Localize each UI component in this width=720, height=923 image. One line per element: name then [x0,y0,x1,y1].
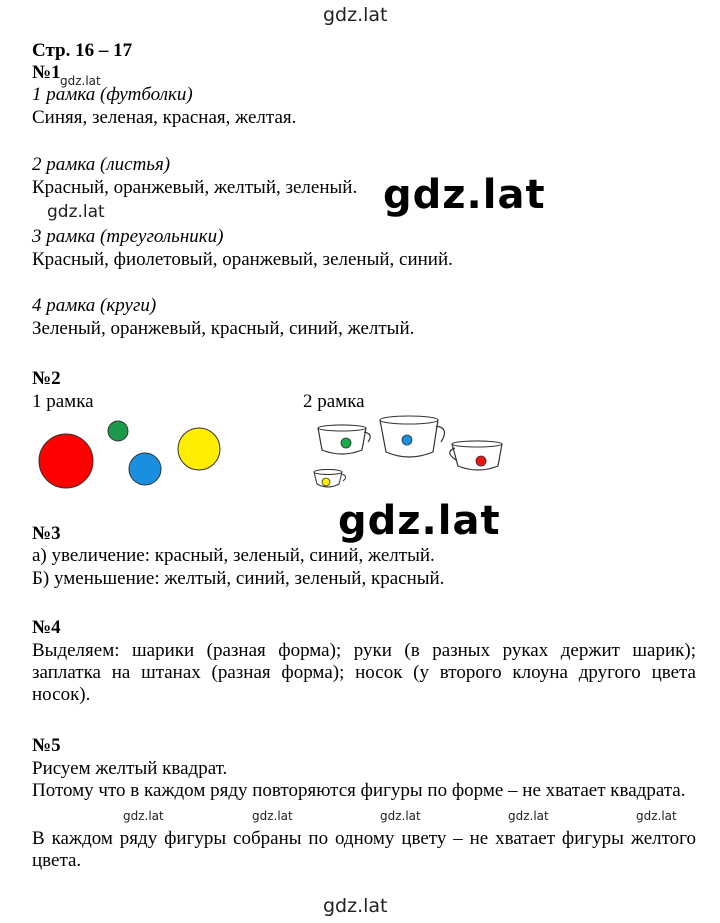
task3-line-b: Б) уменьшение: желтый, синий, зеленый, красный. [32,568,445,589]
task4-text: Выделяем: шарики (разная форма); руки (в разных руках держит шарик); заплатка на штанах (разная форма); носок (у второго клоуна другого цвета носок). [32,640,696,705]
watermark-large: gdz.lat [383,172,546,218]
task5-number: №5 [32,735,61,756]
cup-icon [450,441,502,470]
watermark-small: gdz.lat [252,809,293,823]
frame2-label: 2 рамка [303,391,365,412]
frame-label: 4 рамка (круги) [32,295,157,316]
yellow-circle [178,428,220,470]
frame-answer: Синяя, зеленая, красная, желтая. [32,107,297,128]
task5-para3: В каждом ряду фигуры собраны по одному цвету – не хватает фигуры желтого цвета. [32,828,696,871]
task3-number: №3 [32,523,61,544]
page-title: Стр. 16 – 17 [32,40,133,61]
watermark-small: gdz.lat [123,809,164,823]
watermark-top: gdz.lat [323,4,388,26]
watermark-small: gdz.lat [508,809,549,823]
circles-figure [30,415,230,495]
cups-figure [314,412,524,497]
cup-dot [402,435,412,445]
red-circle [39,434,93,488]
watermark-large: gdz.lat [338,498,501,544]
green-circle [108,421,128,441]
watermark-bottom: gdz.lat [323,895,388,917]
frame-label: 1 рамка (футболки) [32,84,193,105]
cup-icon [314,470,346,488]
frame-answer: Зеленый, оранжевый, красный, синий, желтый. [32,318,415,339]
watermark-small: gdz.lat [636,809,677,823]
task4-number: №4 [32,617,61,638]
cup-dot [476,456,486,466]
watermark-small: gdz.lat [60,74,101,88]
task3-line-a: а) увеличение: красный, зеленый, синий, желтый. [32,545,435,566]
watermark-small: gdz.lat [380,809,421,823]
cup-dot [341,438,351,448]
task5-para2: Потому что в каждом ряду повторяются фигуры по форме – не хватает квадрата. [32,780,686,801]
task2-number: №2 [32,368,61,389]
frame-label: 3 рамка (треугольники) [32,226,224,247]
cup-icon [318,425,370,454]
cup-dot [322,478,330,486]
frame-label: 2 рамка (листья) [32,154,171,175]
blue-circle [129,453,161,485]
frame-answer: Красный, оранжевый, желтый, зеленый. [32,177,358,198]
cup-icon [380,416,445,457]
frame1-label: 1 рамка [32,391,94,412]
task5-line1: Рисуем желтый квадрат. [32,758,228,779]
task1-number: №1 [32,62,61,83]
frame-answer: Красный, фиолетовый, оранжевый, зеленый, синий. [32,249,453,270]
watermark-small: gdz.lat [47,202,105,222]
